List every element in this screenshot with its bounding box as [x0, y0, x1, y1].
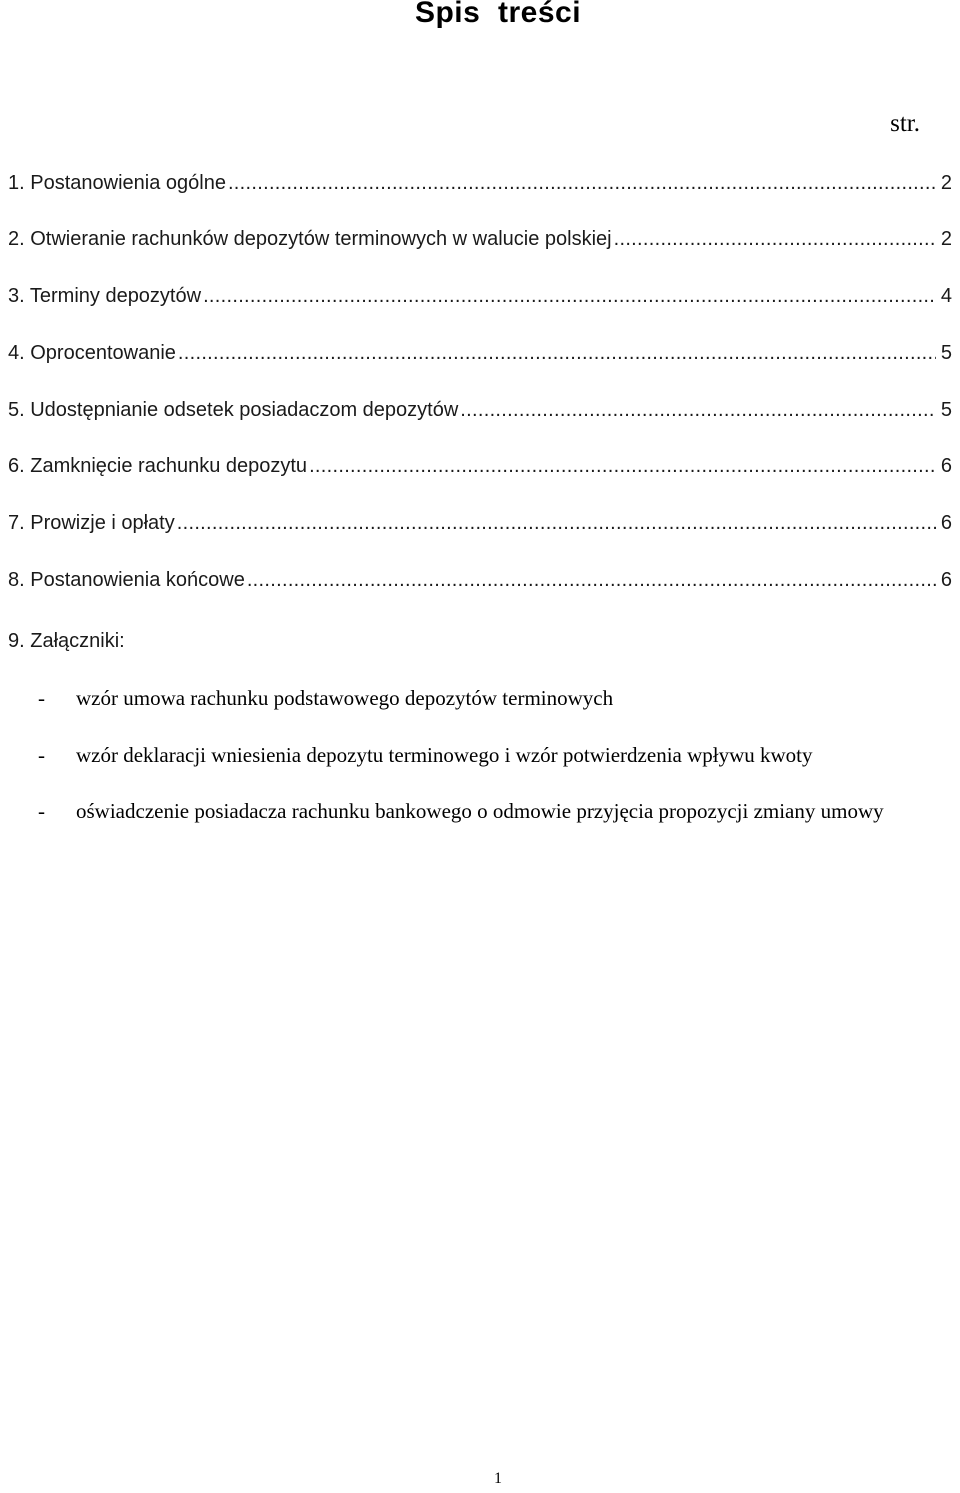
toc-entry[interactable]	[8, 172, 952, 200]
page-title: Spis treści	[414, 0, 582, 29]
page-number: 1	[494, 1470, 502, 1487]
toc-entry-title: 8. Postanowienia końcowe	[8, 569, 245, 591]
toc-entry-page: 6	[940, 569, 952, 591]
toc-entry-page: 6	[940, 455, 952, 477]
toc-entry[interactable]	[8, 285, 952, 313]
toc-entry-page: 5	[940, 399, 952, 421]
toc-entry-page: 2	[940, 172, 952, 194]
list-dash: -	[38, 686, 45, 710]
toc-entry-title: 2. Otwieranie rachunków depozytów terminowych w walucie polskiej	[8, 228, 612, 250]
toc-leader-dots	[177, 512, 936, 535]
toc-entry-page: 4	[940, 285, 952, 307]
attachment-item	[38, 790, 946, 833]
toc-leader-dots	[614, 228, 936, 251]
attachments-heading: 9. Załączniki:	[8, 630, 125, 652]
toc-entry-title: 6. Zamknięcie rachunku depozytu	[8, 455, 308, 477]
toc-leader-dots	[460, 399, 936, 422]
attachment-text: wzór umowa rachunku podstawowego depozytów terminowych	[76, 686, 614, 710]
page-column-label: str.	[890, 110, 920, 137]
toc-entry-title: 5. Udostępnianie odsetek posiadaczom depozytów	[8, 399, 459, 421]
toc-entry[interactable]	[8, 399, 952, 427]
toc-entry-page: 2	[940, 228, 952, 250]
attachment-text: oświadczenie posiadacza rachunku bankowego o odmowie przyjęcia propozycji zmiany umowy	[76, 799, 884, 823]
toc-entry[interactable]	[8, 342, 952, 370]
toc-entry-title: 3. Terminy depozytów	[8, 285, 202, 307]
toc-entry[interactable]	[8, 512, 952, 540]
toc-leader-dots	[178, 342, 936, 365]
toc-entry[interactable]	[8, 228, 952, 256]
toc-entry[interactable]	[8, 569, 952, 597]
toc-leader-dots	[228, 172, 936, 195]
toc-leader-dots	[309, 455, 936, 478]
toc-entry-page: 5	[940, 342, 952, 364]
attachment-text: wzór deklaracji wniesienia depozytu terminowego i wzór potwierdzenia wpływu kwoty	[76, 743, 813, 767]
toc-entry-title: 7. Prowizje i opłaty	[8, 512, 175, 534]
toc-entry[interactable]	[8, 455, 952, 483]
toc-leader-dots	[247, 569, 936, 592]
toc-entry-page: 6	[940, 512, 952, 534]
list-dash: -	[38, 799, 45, 823]
toc-entry-title: 1. Postanowienia ogólne	[8, 172, 226, 194]
attachment-item	[38, 734, 946, 777]
list-dash: -	[38, 743, 45, 767]
attachment-item	[38, 677, 946, 720]
toc-entry-title: 4. Oprocentowanie	[8, 342, 176, 364]
toc-leader-dots	[203, 285, 936, 308]
